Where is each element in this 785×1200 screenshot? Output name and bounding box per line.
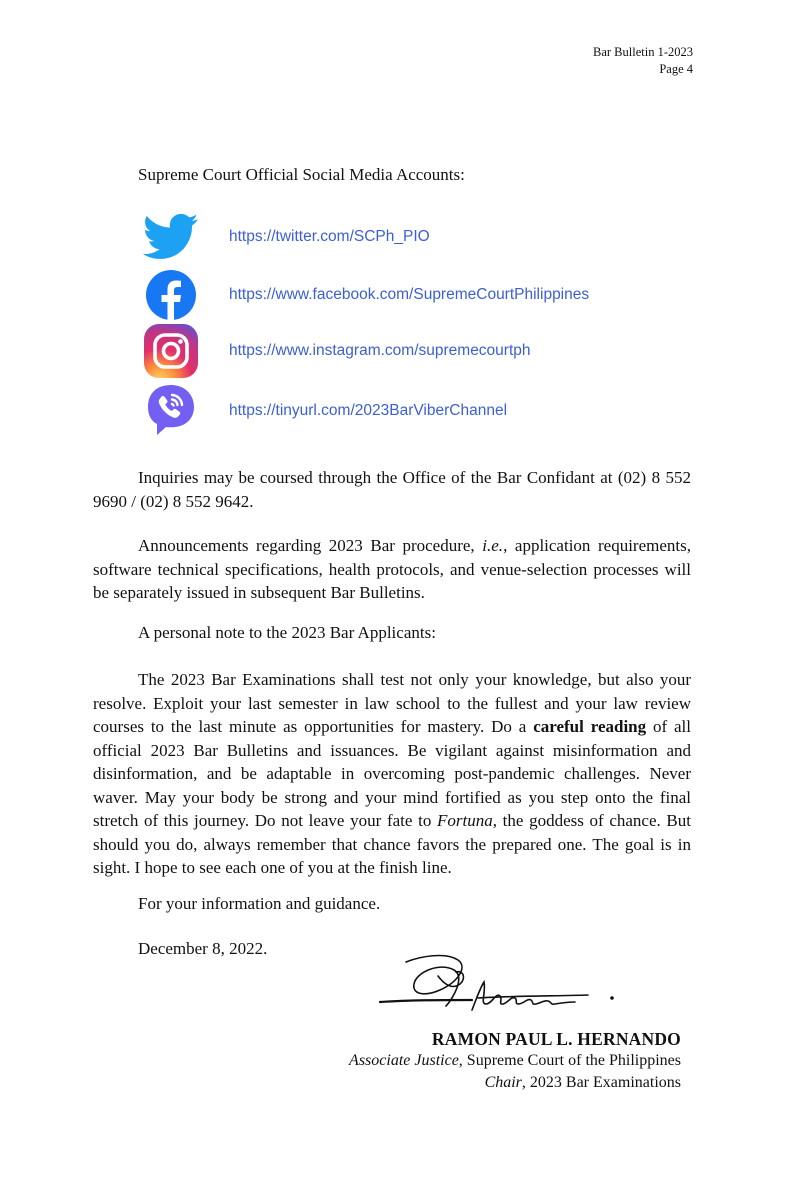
letter-date: December 8, 2022. (138, 939, 268, 958)
closing-line: For your information and guidance. (138, 894, 381, 913)
instagram-link[interactable]: https://www.instagram.com/supremecourtph (229, 342, 531, 359)
viber-link[interactable]: https://tinyurl.com/2023BarViberChannel (229, 402, 508, 419)
signatory-block (349, 1028, 681, 1094)
page-header (593, 44, 693, 78)
handwritten-signature (378, 950, 648, 1030)
social-row-facebook (143, 267, 589, 323)
facebook-link[interactable]: https://www.facebook.com/SupremeCourtPhilippines (229, 286, 590, 303)
inquiries-paragraph: Inquiries may be coursed through the Office of the Bar Confidant at (02) 8 552 9690 / (02) 8 552 9642. (93, 468, 691, 511)
social-row-instagram (143, 323, 531, 379)
social-heading: Supreme Court Official Social Media Accounts: (138, 165, 465, 184)
bulletin-number: Bar Bulletin 1-2023 (593, 45, 693, 59)
social-row-viber (143, 383, 507, 439)
signatory-name: RAMON PAUL L. HERNANDO (431, 1029, 681, 1049)
instagram-icon (143, 323, 199, 379)
social-row-twitter (143, 209, 430, 265)
signatory-title-2: Chair, 2023 Bar Examinations (484, 1074, 681, 1091)
facebook-icon (143, 267, 199, 323)
personal-note-heading: A personal note to the 2023 Bar Applicants: (138, 623, 436, 642)
personal-note-paragraph: The 2023 Bar Examinations shall test not only your knowledge, but also your resolve. Exploit your last semester in law school to the fullest and your law review courses to the last minute as opportunities for mastery. Do a careful reading of all official 2023 Bar Bulletins and issuances. Be vigilant against misinformation and disinformation, and be adaptable in overcoming post-pandemic challenges. Never waver. May your body be strong and your mind fortified as you step onto the final stretch of this journey. Do not leave your fate to Fortuna, the goddess of chance. But should you do, always remember that chance favors the prepared one. The goal is in sight. I hope to see each one of you at the finish line. (93, 670, 692, 877)
signatory-title-1: Associate Justice, Supreme Court of the Philippines (349, 1052, 681, 1069)
twitter-icon (143, 209, 199, 265)
viber-icon (143, 383, 199, 439)
twitter-link[interactable]: https://twitter.com/SCPh_PIO (229, 228, 430, 245)
announcements-paragraph: Announcements regarding 2023 Bar procedure, i.e., application requirements, software technical specifications, health protocols, and venue-selection processes will be separately issued in subsequent Bar Bulletins. (93, 536, 691, 602)
page-number: Page 4 (659, 62, 693, 76)
